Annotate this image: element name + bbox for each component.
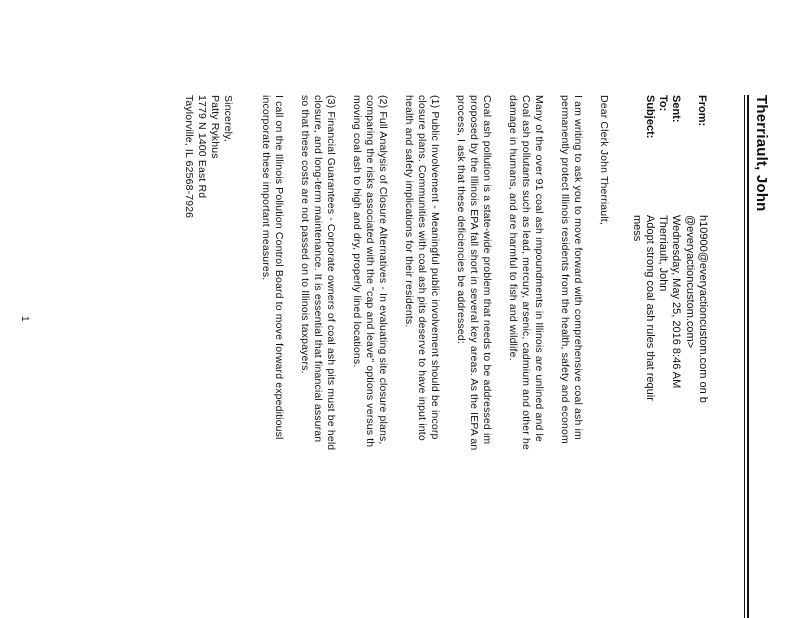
sent-value: Wednesday, May 25, 2016 8:46 AM [670, 215, 682, 389]
document-title: Therriault, John [753, 95, 770, 212]
paragraph-6-line-2: closure, and long-term maintenance. It is essential that financial assuran [312, 95, 324, 443]
from-label: From: [696, 95, 708, 127]
paragraph-4-line-3: health and safety implications for their residents. [403, 95, 415, 328]
paragraph-2-line-3: damage in humans, and are harmful to fish and wildlife. [507, 95, 519, 361]
subject-label: Subject: [644, 95, 656, 139]
paragraph-7-line-2: incorporate these important measures. [260, 95, 272, 281]
paragraph-7-line-1: I call on the Illinois Pollution Control Board to move forward expeditiousl [273, 95, 285, 440]
paragraph-4-line-1: (1) Public Involvement - Meaningful public involvement should be incorp [429, 95, 441, 440]
from-value [683, 215, 709, 403]
subject-value-line-2: mess [631, 215, 643, 242]
paragraph-6 [298, 95, 337, 450]
paragraph-6-line-3: so that these costs are not passed on to Illinois taxpayers. [299, 95, 311, 374]
paragraph-5-line-2: comparing the risks associated with the "cap and leave" options versus th [364, 95, 376, 448]
salutation: Dear Clerk John Therriault, [598, 95, 610, 225]
paragraph-5 [350, 95, 389, 447]
closing: Sincerely, [222, 95, 234, 142]
paragraph-3 [454, 95, 493, 450]
paragraph-6-line-1: (3) Financial Guarantees - Corporate owners of coal ash pits must be held [325, 95, 337, 451]
paragraph-1-line-1: I am writing to ask you to move forward with comprehensive coal ash im [572, 95, 584, 440]
signature-block [182, 95, 234, 218]
paragraph-2 [506, 95, 545, 450]
subject-value-line-1: Adopt strong coal ash rules that requir [644, 215, 656, 401]
signer-address-line-1: 1779 N 1400 East Rd [196, 95, 208, 199]
signer-name: Patty Rykhus [209, 95, 221, 159]
paragraph-2-line-2: Coal ash pollutants such as lead, mercury, arsenic, cadmium and other he [520, 95, 532, 450]
paragraph-5-line-1: (2) Full Analysis of Closure Alternatives - In evaluating site closure plans, [377, 95, 389, 445]
paragraph-3-line-2: proposed by the Illinois EPA fall short in several key areas. As the IEPA an [468, 95, 480, 451]
paragraph-1-line-2: permanently protect Illinois residents from the health, safety and econom [559, 95, 571, 444]
title-rule-thin [744, 95, 745, 618]
paragraph-5-line-3: moving coal ash to high and dry, properly lined locations. [351, 95, 363, 368]
paragraph-2-line-1: Many of the over 91 coal ash impoundments in Illinois are unlined and le [533, 95, 545, 442]
paragraph-1 [558, 95, 584, 444]
to-label: To: [657, 95, 669, 112]
title-rule [747, 95, 749, 618]
to-value: Therriault, John [657, 215, 669, 292]
page-number: 1 [19, 316, 30, 322]
sent-label: Sent: [670, 95, 682, 123]
paragraph-4 [402, 95, 441, 441]
paragraph-3-line-3: process, I ask that these deficiencies be addressed: [455, 95, 467, 344]
signer-address-line-2: Taylorville, IL 62568-7926 [183, 95, 195, 219]
paragraph-4-line-2: closure plans. Communities with coal ash pits deserve to have input into [416, 95, 428, 441]
from-value-line-2: @everyactioncustom.com> [684, 215, 696, 349]
paragraph-3-line-1: Coal ash pollution is a state-wide problem that needs to be addressed im [481, 95, 493, 445]
paragraph-7 [259, 95, 285, 440]
from-value-line-1: h10900@everyactioncustom.com on b [697, 215, 709, 403]
subject-value [630, 215, 656, 401]
